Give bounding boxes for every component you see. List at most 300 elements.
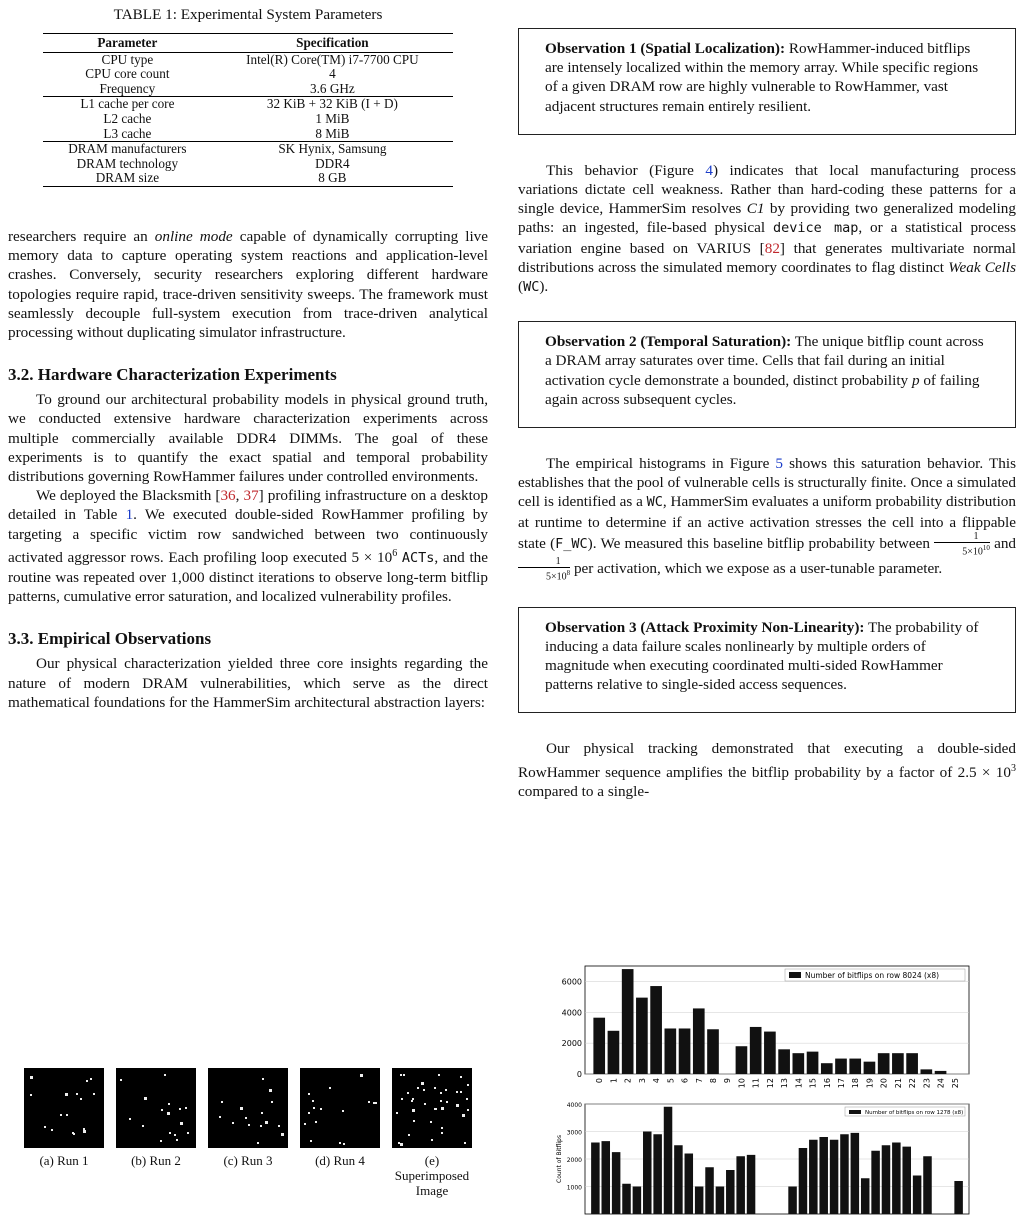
run-5-figure [392,1068,472,1198]
bitflip-dot [396,1112,398,1114]
bitflip-dot [375,1102,377,1104]
run-2-caption: (b) Run 2 [131,1153,181,1168]
figure-reference-link[interactable]: 4 [705,161,713,179]
text: 5×10 [546,571,567,583]
bitflip-dot [430,1121,432,1123]
bitflip-dot [423,1089,425,1091]
bitflip-dot [160,1140,162,1142]
paragraph-blacksmith [8,486,488,606]
histogram-bar [871,1151,880,1214]
text: We deployed the Blacksmith [ [36,487,221,505]
observation-1-title: Observation 1 (Spatial Localization): [545,40,786,57]
bitflip-dot [400,1143,403,1146]
bitflip-dot [161,1109,163,1111]
histogram-bar [892,1053,904,1074]
histogram-bar [695,1187,704,1215]
histogram-bar [750,1027,762,1074]
bitflip-dot [460,1091,462,1093]
bitflip-dot [219,1116,221,1118]
table-cell: 8 GB [212,171,453,186]
bitflip-dot [129,1118,131,1120]
x-tick-label: 14 [794,1078,804,1089]
text: shows this saturation behavior. This establishes that the pool of vulnerable cells is structurally finite. Once a simulated cell is identified as a [518,455,1016,511]
bitflip-dot [304,1123,306,1125]
bitflip-dot [400,1074,402,1076]
x-tick-label: 19 [865,1078,875,1089]
run-4-caption: (d) Run 4 [315,1153,365,1168]
histogram-bar [705,1167,714,1214]
figure-4-runs [24,1068,484,1208]
x-tick-label: 20 [879,1078,889,1089]
table-cell: Intel(R) Core(TM) i7-7700 CPU [246,51,419,67]
histogram-bar [736,1046,748,1074]
table-cell: DDR4 [315,155,350,171]
bitflip-dot [60,1114,62,1116]
table-row [43,112,453,127]
text: RowHammer-induced bitflips are intensely localized within the memory array. While specific regions of a given DRAM row are highly vulnerable to RowHammer, vast adjacent structures remain entirely resilient. [545,40,979,115]
bitflip-dot [187,1132,189,1134]
table-header-row [43,34,453,53]
math-p: p [911,371,920,389]
run-2-image [116,1068,196,1148]
bitflip-dot [412,1109,415,1112]
text: compared to a single- [518,782,650,800]
bitflip-dot [329,1087,331,1089]
table-cell: DRAM size [43,171,212,186]
bitflip-dot [407,1092,409,1094]
bitflip-dot [51,1129,53,1131]
math-exponent: 6 [392,547,398,559]
math: 5 × 10 [351,548,393,566]
paragraph-tracking [518,739,1016,801]
histogram-bar [602,1141,611,1214]
bitflip-dot [265,1121,268,1124]
histogram-bar [665,1028,677,1074]
x-tick-label: 13 [780,1078,790,1089]
left-column [8,0,488,712]
legend-label: Number of bitflips on row 8024 (x8) [805,971,940,980]
bitflip-dot [261,1112,263,1114]
table-row [43,142,453,157]
bitflip-dot [342,1110,344,1112]
text: The unique bitflip count across a DRAM array saturates over time. Cells that fail during an initial activation cycle demonstrate a bounded, distinct probability [545,333,984,389]
x-tick-label: 10 [737,1078,747,1089]
histogram-bar [921,1069,933,1074]
histogram-bar [707,1029,719,1074]
text: 5×10 [962,546,983,558]
histogram-bar [716,1187,725,1215]
right-column [518,0,1016,801]
challenge-c1: C1 [746,200,765,218]
figure-5-histograms [555,960,975,1216]
histogram-bar [923,1156,932,1214]
x-tick-label: 2 [623,1078,633,1084]
code-f-wc: F_WC [555,536,588,553]
paragraph-empirical: Our physical characterization yielded three core insights regarding the nature of modern DRAM vulnerabilities, which serve as the direct mathematical foundations for the HammerSim architectural abstraction layers: [8,655,488,711]
text: ) indicates that local manufacturing process variations dictate cell weakness. Rather than hard-coding these patterns for a single device, HammerSim resolves [518,161,1016,218]
histogram-bar [664,1107,673,1214]
text: , HammerSim evaluates a uniform probability distribution at runtime to determine if an active activation stresses the cell into a flippable state ( [518,493,1016,553]
weak-cells-term: Weak Cells [948,258,1017,276]
bitflip-dot [310,1140,312,1142]
bitflip-dot [73,1133,75,1135]
fraction-denominator [934,543,990,557]
bitflip-dot [30,1094,32,1096]
bitflip-dot [434,1087,436,1089]
text: ). We measured this baseline bitflip probability between [587,535,935,553]
histogram-bar [864,1062,876,1074]
bitflip-dot [179,1108,181,1110]
bitflip-dot [312,1100,314,1102]
bitflip-dot [308,1093,310,1095]
table-cell: CPU core count [85,66,170,82]
x-tick-label: 0 [595,1078,605,1084]
text: by providing two generalized modeling paths: an ingested, file-based physical [518,200,1016,237]
table-cell: 4 [329,66,336,82]
histogram-bar [906,1053,918,1074]
bitflip-dot [438,1074,440,1076]
text: . We executed double-sided RowHammer profiling by targeting a specific victim row sandwiched between two continuously activated aggressor rows. Each profiling loop executed [8,506,488,566]
table-cell: CPU type [101,51,154,67]
citation-link[interactable]: 36 [220,487,236,505]
x-tick-label: 4 [652,1078,662,1084]
bitflip-dot [93,1093,95,1095]
table-row [43,82,453,97]
paragraph-histograms [518,454,1016,582]
bitflip-dot [260,1125,262,1127]
histogram-bar [643,1132,652,1215]
bitflip-dot [466,1098,468,1100]
x-tick-label: 6 [680,1078,690,1084]
bitflip-dot [424,1103,426,1105]
bitflip-dot [320,1108,322,1110]
paragraph-hw-characterization: To ground our architectural probability models in physical ground truth, we conducted extensive hardware characterization experiments across multiple commercially available DDR4 DIMMs. The goal of these experiments is to quantify the exact spatial and temporal probability distributions governing RowHammer failures under controlled environments. [8,391,488,485]
math-exponent: 10 [982,543,990,552]
bitflip-dot [421,1082,424,1085]
bitflip-dot [408,1134,410,1136]
histogram-bar [693,1008,705,1074]
table-row [43,157,453,172]
code-wc: WC [646,494,663,511]
table-row [43,67,453,82]
run-1-caption: (a) Run 1 [39,1153,89,1168]
bitflip-dot [65,1093,68,1096]
observation-2-text [545,332,989,409]
bitflip-dot [174,1134,176,1136]
histogram-bar [849,1059,861,1074]
table-row [43,97,453,112]
fraction-upper [518,557,570,582]
code-acts: ACTs [401,549,435,566]
fraction-denominator [518,568,570,582]
x-tick-label: 7 [694,1078,704,1084]
histogram-bar [809,1140,818,1214]
x-tick-label: 25 [950,1078,960,1089]
text: of failing again across subsequent cycles. [545,371,980,408]
histogram-bar [799,1148,808,1214]
histogram-bar [935,1071,947,1074]
histogram-bar [608,1031,620,1074]
bitflip-dot [467,1109,469,1111]
bitflip-dot [169,1132,171,1134]
run-1-figure [24,1068,104,1168]
text: ] profiling infrastructure on a desktop detailed in Table [8,487,488,524]
observation-3-text [545,618,989,695]
bitflip-dot [164,1074,166,1076]
text: , and the routine was repeated over 1,000 distinct iterations to observe long-term bitflip patterns, cumulative error saturation, and localized vulnerability profiles. [8,548,488,606]
x-tick-label: 16 [822,1078,832,1089]
histogram-bar [851,1133,860,1214]
table-cell: 8 MiB [212,127,453,142]
text: Our physical tracking demonstrated that executing a double-sided RowHammer sequence amplifies the bitflip probability by a factor of [518,740,1016,781]
y-tick-label: 4000 [566,1102,582,1109]
histogram-bar [633,1187,642,1215]
text: capable of dynamically corrupting live memory data to capture operating system reactions and application-level crashes. Conversely, security researchers exploring different hardware topologies require rapid, trace-driven sensitivity sweeps. The framework must seamlessly decouple full-system execution from trace-driven analytical processing without duplicating simulator infrastructure. [8,227,489,341]
bitflip-dot [441,1127,443,1129]
histogram-bar [861,1178,870,1214]
histogram-bar [593,1018,605,1074]
table-cell: DRAM technology [76,155,179,171]
histogram-bar [650,986,662,1074]
section-3-2-heading: 3.2. Hardware Characterization Experiments [8,365,337,385]
x-tick-label: 23 [922,1078,932,1089]
x-tick-label: 9 [723,1078,733,1084]
observation-3-title: Observation 3 (Attack Proximity Non-Linearity): [545,618,865,636]
run-3-figure [208,1068,288,1168]
x-tick-label: 18 [851,1078,861,1089]
histogram-bar [819,1137,828,1214]
bitflip-dot [401,1098,403,1100]
bitflip-dot [44,1126,46,1128]
histogram-bar [747,1155,756,1214]
table-row [43,127,453,142]
online-mode-emphasis: online mode [154,227,233,245]
bitflip-dot [446,1101,448,1103]
bitflip-dot [462,1114,465,1117]
bitflip-dot [445,1089,447,1091]
bitflip-dot [398,1142,400,1144]
histogram-bar [788,1187,797,1215]
bitflip-dot [467,1084,469,1086]
table-header-parameter: Parameter [43,34,212,53]
histogram-bar [902,1147,911,1214]
bitflip-dot [80,1098,82,1100]
bitflip-dot [313,1107,315,1109]
bitflip-dot [403,1074,405,1076]
bitflip-dot [245,1117,247,1119]
bitflip-dot [368,1101,370,1103]
bitflip-dot [278,1125,280,1127]
bitflip-dot [308,1112,310,1114]
histogram-bar [821,1063,833,1074]
histogram-bar [591,1143,600,1215]
math-exponent: 8 [566,569,571,578]
y-tick-label: 6000 [561,977,582,987]
table-cell: 32 KiB + 32 KiB (I + D) [266,96,398,112]
histogram-bar [807,1052,819,1074]
histogram-bar [653,1134,662,1214]
bitflip-dot [167,1112,170,1115]
table-reference-link[interactable]: 1 [125,506,134,524]
run-1-image [24,1068,104,1148]
legend-swatch [849,1110,861,1114]
citation-link[interactable]: 37 [243,487,259,505]
run-2-figure [116,1068,196,1168]
table-cell: DRAM manufacturers [68,141,187,157]
histogram-bar [636,998,648,1074]
text: This behavior (Figure [546,161,706,179]
bitflip-dot [431,1139,433,1141]
x-tick-label: 11 [751,1078,761,1089]
histogram-bar [954,1181,963,1214]
bitflip-dot [221,1101,223,1103]
text: ( [518,278,524,296]
histogram-bar [835,1059,847,1074]
text: The probability of inducing a data failure scales nonlinearly by multiple orders of magnitude when executing coordinated multi-sided RowHammer patterns relative to single-sided access sequences. [545,618,979,694]
text: ). [539,278,549,296]
bitflip-dot [417,1087,419,1089]
bitflip-dot [232,1122,234,1124]
run-4-figure [300,1068,380,1168]
bitflip-dot [66,1114,68,1116]
x-tick-label: 5 [666,1078,676,1084]
table-cell: 1 MiB [315,110,350,126]
bitflip-dot [176,1139,178,1141]
y-tick-label: 0 [576,1070,582,1079]
bitflip-dot [343,1143,345,1145]
bitflip-dot [441,1107,444,1110]
y-tick-label: 1000 [566,1184,582,1192]
histogram-bar [778,1049,790,1074]
text: researchers require an [8,227,155,245]
fraction-numerator: 1 [934,532,990,543]
bitflip-dot [315,1121,317,1123]
bitflip-dot [142,1125,144,1127]
fraction-numerator: 1 [518,557,570,568]
histogram-bar [892,1143,901,1215]
bitflip-dot [144,1097,147,1100]
table-cell: L1 cache per core [80,96,175,112]
table-row [43,52,453,67]
table-header-specification: Specification [212,34,453,53]
text: The empirical histograms in Figure [546,455,776,473]
superimposed-caption: (e) Superimposed Image [394,1153,470,1198]
x-tick-label: 12 [765,1078,775,1089]
table-cell: 3.6 GHz [212,82,453,97]
bitflip-dot [262,1078,264,1080]
histogram-bar [793,1053,805,1074]
bitflip-dot [435,1108,437,1110]
y-tick-label: 3000 [566,1129,582,1137]
bitflip-dot [30,1076,33,1079]
paragraph-behavior [518,161,1016,297]
observation-2-box [518,321,1016,428]
parameters-table [43,33,453,187]
bitflip-dot [360,1074,363,1077]
bitflip-dot [440,1092,442,1094]
bitflip-dot [456,1091,458,1093]
histogram-bar [840,1134,849,1214]
figure-reference-link[interactable]: 5 [775,455,784,473]
x-tick-label: 17 [837,1078,846,1089]
bitflip-dot [456,1104,459,1107]
histogram-bar [612,1152,621,1214]
bitflip-dot [120,1079,122,1081]
run-3-image [208,1068,288,1148]
text: ] that generates multivariate normal distributions across the simulated memory coordinates to flag distinct [518,239,1016,276]
bitflip-dot [464,1142,466,1144]
math: 2.5 × 10 [957,763,1011,781]
observation-2-title: Observation 2 (Temporal Saturation): [545,333,792,351]
bitflip-dot [441,1132,443,1134]
bitflip-dot [413,1120,415,1122]
x-tick-label: 21 [893,1078,903,1089]
observation-1-box [518,28,1016,135]
histogram-bar [736,1156,745,1214]
legend-swatch [789,972,801,978]
bitflip-dot [185,1107,187,1109]
x-tick-label: 24 [936,1078,946,1089]
run-3-caption: (c) Run 3 [223,1153,273,1168]
histogram-bar [913,1176,922,1215]
bitflip-dot [411,1100,413,1102]
fraction-lower [934,532,990,557]
histogram-bar [882,1145,891,1214]
observation-3-box [518,607,1016,714]
observation-1-text [545,39,989,116]
bitflip-dot [83,1130,86,1133]
y-tick-label: 4000 [561,1008,582,1018]
x-tick-label: 22 [908,1078,918,1089]
text: , or a statistical process variation engine based on VARIUS [ [518,219,1016,257]
bitflip-dot [168,1103,170,1105]
bitflip-dot [257,1142,259,1144]
text: and [989,535,1017,553]
y-tick-label: 2000 [566,1157,582,1164]
y-tick-label: 2000 [561,1039,582,1049]
section-3-3-heading: 3.3. Empirical Observations [8,629,212,649]
bitflip-dot [271,1101,273,1103]
bitflip-dot [86,1080,88,1082]
table-row [43,171,453,186]
bitflip-dot [269,1089,272,1092]
x-tick-label: 3 [637,1078,647,1084]
bitflip-dot [460,1076,462,1078]
text: per activation, which we expose as a user-tunable parameter. [570,560,943,578]
text: , [235,487,244,505]
histogram-bar [726,1170,735,1214]
bitflip-dot [180,1122,183,1125]
bitflip-dot [240,1107,243,1110]
histogram-bar [878,1053,890,1074]
legend-label: Number of bitflips on row 1278 (x8) [865,1110,964,1116]
superimposed-image [392,1068,472,1148]
bitflip-dot [281,1133,284,1136]
x-tick-label: 15 [808,1078,818,1089]
citation-link[interactable]: 82 [764,239,780,257]
histogram-bar [622,969,634,1074]
bitflip-dot [440,1100,442,1102]
code-device-map: device map [772,220,859,237]
math-exponent: 3 [1011,762,1016,774]
histogram-bar [685,1154,694,1215]
histogram-bar [764,1032,776,1074]
code-wc: WC [523,279,540,296]
y-axis-label: Count of Bitflips [556,1135,563,1183]
histogram-bar [674,1145,683,1214]
x-tick-label: 8 [709,1078,718,1084]
table-cell: SK Hynix, Samsung [278,141,387,157]
